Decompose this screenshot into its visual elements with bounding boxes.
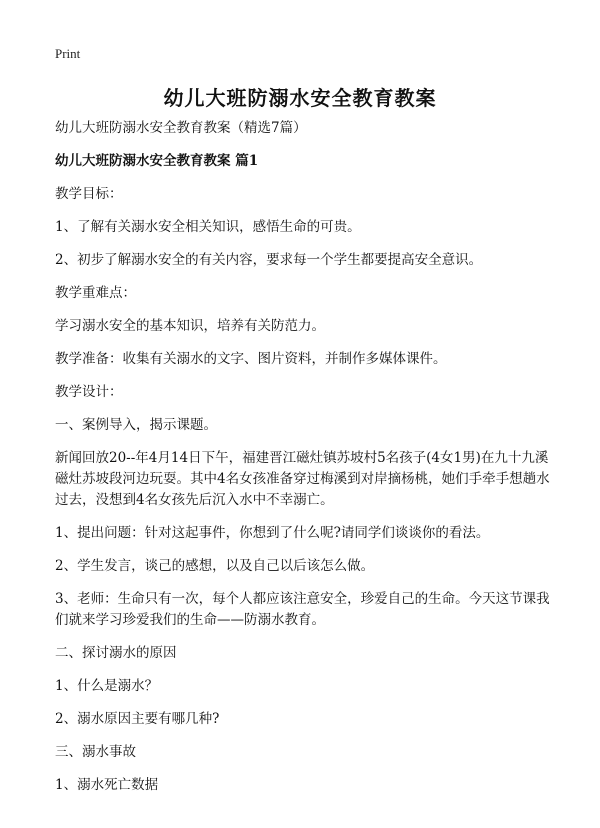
paragraph: 二、探讨溺水的原因 xyxy=(55,645,177,661)
paragraph: 1、了解有关溺水安全相关知识，感悟生命的可贵。 xyxy=(55,219,361,235)
paragraph: 1、溺水死亡数据 xyxy=(55,777,159,793)
paragraph: 1、什么是溺水？ xyxy=(55,678,159,694)
section-heading: 幼儿大班防溺水安全教育教案 篇1 xyxy=(55,153,259,169)
paragraph: 教学准备：收集有关溺水的文字、图片资料，并制作多媒体课件。 xyxy=(55,351,447,367)
paragraph: 学习溺水安全的基本知识，培养有关防范力。 xyxy=(55,318,325,334)
subtitle: 幼儿大班防溺水安全教育教案（精选7篇） xyxy=(55,120,307,136)
paragraph: 教学目标： xyxy=(55,186,123,202)
paragraph: 教学设计： xyxy=(55,384,123,400)
paragraph: 2、初步了解溺水安全的有关内容，要求每一个学生都要提高安全意识。 xyxy=(55,252,483,268)
paragraph: 3、老师：生命只有一次，每个人都应该注意安全，珍爱自己的生命。今天这节课我们就来学习珍爱我们的生命——防溺水教育。 xyxy=(55,591,550,628)
paragraph: 1、提出问题：针对这起事件，你想到了什么呢?请同学们谈谈你的看法。 xyxy=(55,525,490,541)
paragraph: 2、学生发言，谈己的感想，以及自己以后该怎么做。 xyxy=(55,558,375,574)
paragraph: 2、溺水原因主要有哪几种? xyxy=(55,711,220,727)
print-link[interactable]: Print xyxy=(55,46,81,61)
paragraph: 教学重难点： xyxy=(55,285,136,301)
paragraph: 一、案例导入，揭示课题。 xyxy=(55,417,217,433)
paragraph: 三、溺水事故 xyxy=(55,744,136,760)
document-title: 幼儿大班防溺水安全教育教案 xyxy=(163,86,437,110)
document-body xyxy=(55,118,555,808)
paragraph: 新闻回放20--年4月14日下午，福建晋江磁灶镇苏坡村5名孩子(4女1男)在九十九溪磁灶苏坡段河边玩耍。其中4名女孩准备穿过梅溪到对岸摘杨桃，她们手牵手想趟水过去，没想到4名女孩先后沉入水中不幸溺亡。 xyxy=(55,450,550,508)
